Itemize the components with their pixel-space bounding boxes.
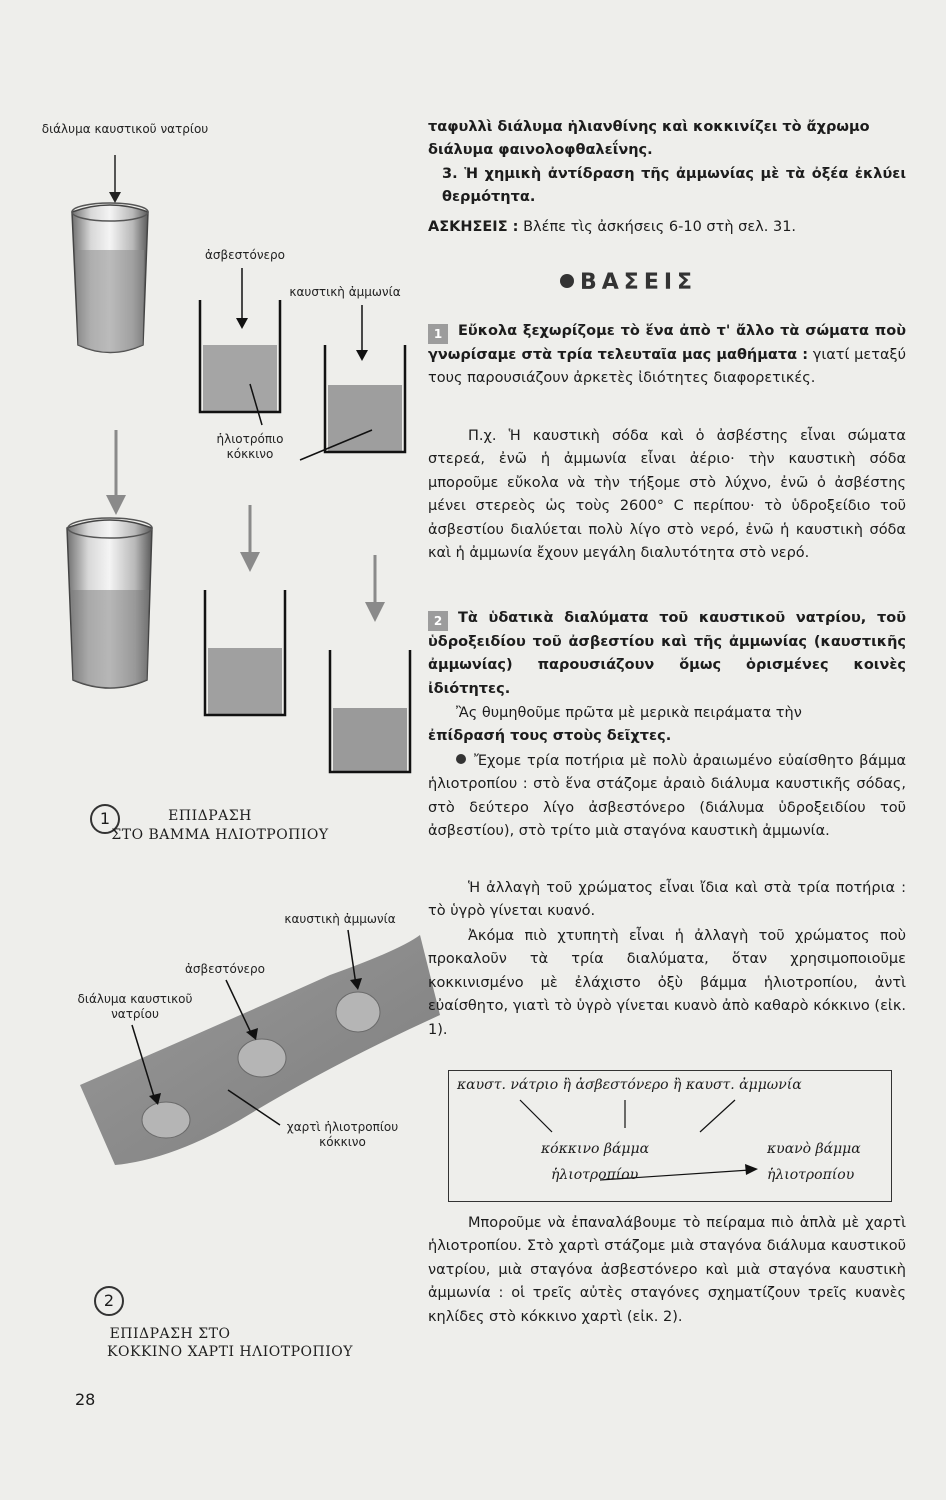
container-limewater-top bbox=[200, 300, 280, 412]
figure1-caption-line1: ΕΠΙΔΡΑΣΗ bbox=[168, 808, 252, 824]
spot-limewater bbox=[238, 1039, 286, 1077]
top-line-1: ταφυλλὶ διάλυμα ἡλιανθίνης καὶ κοκκινίζει τὸ ἄχρωμο bbox=[428, 119, 870, 135]
label-fig2-paper: χαρτὶ ἡλιοτροπίου κόκκινο bbox=[286, 1120, 399, 1149]
top-line-2: διάλυμα φαινολοφθαλεΐνης. bbox=[428, 142, 653, 159]
label-fig2-ammonia: καυστικὴ ἀμμωνία bbox=[284, 912, 396, 926]
figure2-caption-line1: ΕΠΙΔΡΑΣΗ ΣΤΟ bbox=[109, 1326, 231, 1342]
para-repeat: Μποροῦμε νὰ ἐπαναλάβουμε τὸ πείραμα πιὸ ἁπλὰ μὲ χαρτὶ ἡλιοτροπίου. Στὸ χαρτὶ στάζομε μιὰ σταγόνα διάλυμα καυστικοῦ νατρίου, μιὰ σταγόνα ἀσβεστόνερο καὶ μιὰ σταγόνα καυστικὴ ἀμμωνία : οἱ τρεῖς αὐτὲς σταγόνες σχηματίζουν τρεῖς κυανὲς κηλίδες στὸ κόκκινο χαρτὶ (εἰκ. 2). bbox=[428, 1215, 906, 1325]
item-1-bold: Εὔκολα ξεχωρίζομε τὸ ἕνα ἀπὸ τ' ἄλλο τὰ σώματα ποὺ γνωρίσαμε στὰ τρία τελευταῖα μας μαθήματα : bbox=[428, 323, 906, 363]
para-glasses: Ἔχομε τρία ποτήρια μὲ πολὺ ἀραιωμένο εὐαίσθητο βάμμα ἡλιοτροπίου : στὸ ἕνα στάζομε ἀραιὸ διάλυμα καυστικῆς σόδας, στὸ δεύτερο λίγο ἀσβεστόνερο (διάλυμα ὑδροξειδίου τοῦ ἀσβεστίου), στὸ τρίτο μιὰ σταγόνα καυστικὴ ἀμμωνία. bbox=[428, 753, 906, 840]
gray-arrow-head bbox=[365, 602, 385, 622]
bullet-dot-icon bbox=[560, 274, 574, 288]
point-3: 3. Ἡ χημικὴ ἀντίδραση τῆς ἀμμωνίας μὲ τὰ ὀξέα ἐκλύει θερμότητα. bbox=[442, 166, 906, 206]
figure-number-1: 1 bbox=[90, 804, 120, 834]
para-striking: Ἀκόμα πιὸ χτυπητὴ εἶναι ἡ ἀλλαγὴ τοῦ χρώματος ποὺ προκαλοῦν τὰ τρία διαλύματα, ὅταν χρησιμοποιοῦμε κοκκινισμένο μὲ ἐλάχιστο ὀξὺ βάμμα ἡλιοτροπίου, ἀντὶ εὐαίσθητο, γιατὶ τὸ ὑγρὸ γίνεται κυανὸ ἀπὸ καθαρὸ κόκκινο (εἰκ. 1). bbox=[428, 928, 906, 1038]
para-example: Π.χ. Ἡ καυστικὴ σόδα καὶ ὁ ἀσβέστης εἶναι σώματα στερεά, ἐνῶ ἡ ἀμμωνία εἶναι ἀέριο· τὴν καυστικὴ σόδα μποροῦμε εὔκολα νὰ τὴν τήξομε στὸ λύχνο, ἐνῶ ὁ ἀσβέστης μένει στερεὸς ὡς τοὺς 2600° C περίπου· τὸ ὑδροξείδιο τοῦ ἀσβεστίου διαλύεται πολὺ λίγο στὸ νερό, ἐνῶ ἡ καυστικὴ σόδα καὶ ἡ ἀμμωνία ἔχουν μεγάλη διαλυτότητα στὸ νερό. bbox=[428, 428, 906, 562]
label-litmus-red: ἡλιοτρόπιο κόκκινο bbox=[216, 432, 284, 461]
box-left-2: ἡλιοτροπίου bbox=[551, 1167, 639, 1183]
para-remember-a: Ἂς θυμηθοῦμε πρῶτα μὲ μερικὰ πειράματα τὴν bbox=[456, 705, 802, 721]
box-right-2: ἡλιοτροπίου bbox=[767, 1167, 855, 1183]
exercises bbox=[428, 216, 906, 239]
beaker-bottom bbox=[67, 518, 152, 688]
container-ammonia-bottom bbox=[330, 650, 410, 772]
para-same: Ἡ ἀλλαγὴ τοῦ χρώματος εἶναι ἴδια καὶ στὰ τρία ποτήρια : τὸ ὑγρὸ γίνεται κυανό. bbox=[428, 880, 906, 920]
label-fig2-limewater: ἀσβεστόνερο bbox=[185, 962, 265, 976]
item-2-number: 2 bbox=[428, 611, 448, 631]
beaker-top bbox=[72, 203, 148, 353]
box-right-1: κυανὸ βάμμα bbox=[767, 1141, 861, 1157]
exercises-label: ΑΣΚΗΣΕΙΣ : bbox=[428, 219, 519, 235]
gray-arrow-head bbox=[106, 495, 126, 515]
label-limewater: ἀσβεστόνερο bbox=[205, 248, 285, 262]
item-2 bbox=[428, 607, 906, 701]
box-left-1: κόκκινο βάμμα bbox=[541, 1141, 650, 1157]
figure1-caption-line2: ΣΤΟ ΒΑΜΜΑ ΗΛΙΟΤΡΟΠΙΟΥ bbox=[111, 827, 329, 843]
item-1-number: 1 bbox=[428, 324, 448, 344]
arrow-head bbox=[356, 350, 368, 361]
container-limewater-bottom bbox=[205, 590, 285, 715]
label-fig2-naoh: διάλυμα καυστικοῦ νατρίου bbox=[77, 992, 193, 1021]
spot-naoh bbox=[142, 1102, 190, 1138]
label-naoh: διάλυμα καυστικοῦ νατρίου bbox=[41, 122, 209, 136]
item-1 bbox=[428, 320, 906, 391]
para-remember bbox=[428, 702, 906, 749]
label-ammonia: καυστικὴ ἀμμωνία bbox=[289, 285, 401, 299]
top-paragraph bbox=[428, 116, 906, 163]
container-ammonia-top bbox=[325, 345, 405, 452]
arrow-head bbox=[236, 318, 248, 329]
spot-ammonia bbox=[336, 992, 380, 1032]
page-number: 28 bbox=[75, 1390, 96, 1409]
para-remember-b: ἐπίδρασή τους στοὺς δεῖχτες. bbox=[428, 728, 672, 745]
exercises-text: Βλέπε τὶς ἀσκήσεις 6-10 στὴ σελ. 31. bbox=[523, 219, 797, 235]
section-title: ΒΑΣΕΙΣ bbox=[560, 270, 697, 295]
item-1-rest: γιατί μεταξύ τους παρουσιάζουν ἀρκετὲς ἰδιότητες διαφορετικές. bbox=[428, 347, 906, 387]
figure-number-2: 2 bbox=[94, 1286, 124, 1316]
bullet-dot-icon bbox=[456, 754, 466, 764]
gray-arrow-head bbox=[240, 552, 260, 572]
litmus-diagram-box bbox=[448, 1070, 892, 1202]
box-top: καυστ. νάτριο ἢ ἀσβεστόνερο ἢ καυστ. ἀμμωνία bbox=[457, 1077, 802, 1093]
arrow-head bbox=[109, 192, 121, 203]
figure2-caption-line2: ΚΟΚΚΙΝΟ ΧΑΡΤΙ ΗΛΙΟΤΡΟΠΙΟΥ bbox=[107, 1344, 353, 1360]
item-2-bold: Τὰ ὑδατικὰ διαλύματα τοῦ καυστικοῦ νατρίου, τοῦ ὑδροξειδίου τοῦ ἀσβεστίου καὶ τῆς ἀμμωνίας (καυστικῆς ἀμμωνίας) παρουσιάζουν ὅμως ὁρισμένες κοινὲς ἰδιότητες. bbox=[428, 610, 906, 697]
